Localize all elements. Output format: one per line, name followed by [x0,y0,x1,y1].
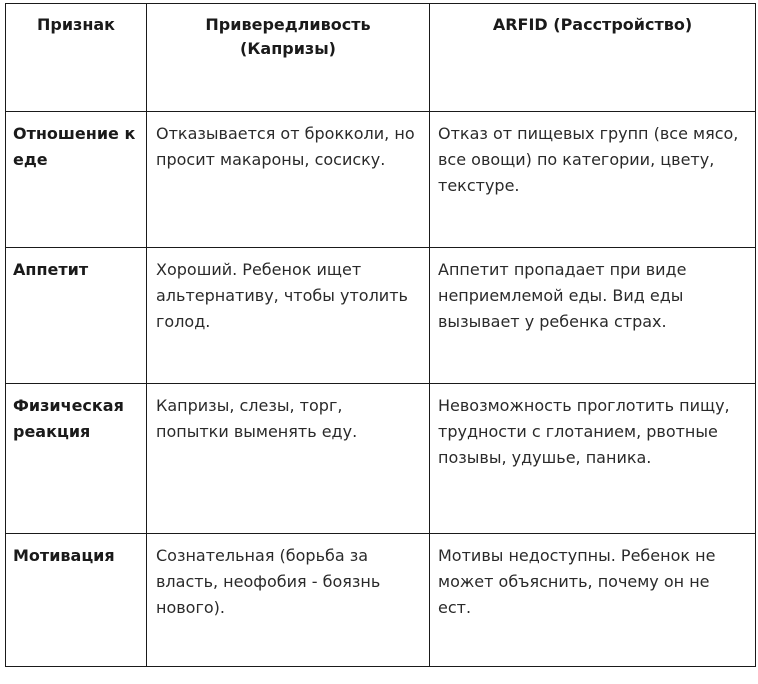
table-row [6,112,756,248]
row-arfid-cell: Невозможность проглотить пищу, трудности с глотанием, рвотные позывы, удушье, паника. [430,384,756,534]
row-feature-label: Аппетит [6,248,147,384]
row-feature-label: Отношение к еде [6,112,147,248]
row-picky-cell: Хороший. Ребенок ищет альтернативу, чтобы утолить голод. [147,248,430,384]
row-picky-cell: Отказывается от брокколи, но просит макароны, сосиску. [147,112,430,248]
row-feature-label: Физическая реакция [6,384,147,534]
table-row [6,534,756,667]
row-arfid-cell: Аппетит пропадает при виде неприемлемой еды. Вид еды вызывает у ребенка страх. [430,248,756,384]
row-picky-cell: Капризы, слезы, торг, попытки выменять еду. [147,384,430,534]
table-row [6,384,756,534]
header-picky: Привередливость (Капризы) [147,4,430,112]
row-arfid-cell: Мотивы недоступны. Ребенок не может объяснить, почему он не ест. [430,534,756,667]
header-feature: Признак [6,4,147,112]
header-arfid: ARFID (Расстройство) [430,4,756,112]
row-feature-label: Мотивация [6,534,147,667]
table-row [6,248,756,384]
table-header-row [6,4,756,112]
comparison-table [5,3,756,667]
row-picky-cell: Сознательная (борьба за власть, неофобия - боязнь нового). [147,534,430,667]
row-arfid-cell: Отказ от пищевых групп (все мясо, все овощи) по категории, цвету, текстуре. [430,112,756,248]
